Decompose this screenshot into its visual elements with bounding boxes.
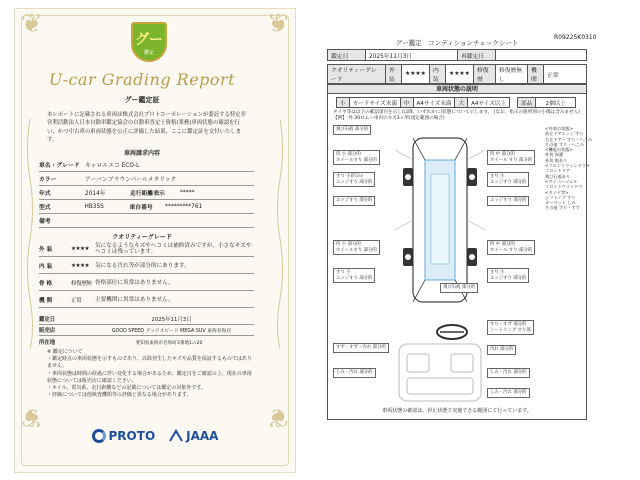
goo-kantei-badge: グー 鑑定 [131, 22, 167, 62]
sheet-footer: 車両状態の確認は、停止状態で実施できる範囲にて行っています。 [382, 408, 532, 414]
callout-interior-6: しみ・汚れ 部分的 [487, 388, 530, 398]
info-row-issue-date: 鑑定日 2025年11月3日 [39, 314, 254, 325]
proto-logo: PROTO [92, 429, 156, 443]
condition-notes: <外装の状態> 前左ドアエッジ すり 右左ドアー すり・へこみ その他 すり・へこみ <機能の状態> 外装 保護 外装 傷あり <フロントウインドウ> フロントドア 飛び石痕あり <ワイパーゴム> フロントウインドウ <タイヤ等> シフトノブ すり カーペット しみ その他 すり・すず [545, 126, 593, 211]
certificate-subtitle: グー鑑定証 [124, 96, 160, 104]
quality-section-heading: クオリティーグレード [112, 234, 172, 241]
condition-title: 車両状態の説明 [327, 84, 587, 94]
legend-text: タイヤ等は以下の確認項目を示し(以降、いずれかに)状態について示します。 (なお、指示の箇所別の小傷は含みません) 【例】 外 30ロム～車内のキズ3ヶ所(規定範囲の場合) [333, 110, 580, 121]
dealer-address: 愛知県東海市名和町3番地1の20 [135, 341, 203, 346]
callout-left-6: すり 小 エッジすり 部分的 [333, 268, 375, 283]
certificate-intro: 本レポートに記載される車両は株式会社プロトコーポレーションが委託する特定非営利活動法人日本自動車鑑定協会の自動車査定士資格(業務)車両状態の確認を行い、かつ中古車の車両状態を公正に評価した結果、ここに鑑定証を交付いたします。 [47, 112, 247, 143]
callout-interior-3: 汚れ 部分的 [487, 345, 516, 355]
callout-interior-5: しみ・汚れ 部分的 [487, 368, 530, 378]
field-row-car-name: 車名・グレード キャロルエコ ECO-L [39, 158, 254, 172]
callout-left-2: 凹 小 部分的 ホイールすり 部分的 [333, 150, 380, 165]
corner-flourish-icon: ❦ [267, 9, 289, 39]
callout-left-5: 凹 小 部分的 ホイールすり 部分的 [333, 240, 380, 255]
field-row-year: 年式 2014年 走行距離表示 ***** [39, 186, 254, 200]
certificate-notes: ※ 鑑定について ・鑑定時点の車両状態を示すものであり、以降発生したキズや品質を保証するものではありません。 ・車両状態は時間の経過に伴い変化する場合があるため、鑑定日をご確認の上、現在の車両状態については販売店に確認ください。 ・オイル、電気系、走行距離などの記載については鑑定の対象外です。 ・評価については他検査機関等の評価と異なる場合があります。 [47, 349, 252, 399]
sheet-code: R09225K0310 [554, 34, 597, 41]
field-row-remarks: 備考 [39, 214, 254, 228]
reinspect-label: 再鑑定日 [458, 50, 496, 61]
callout-interior-2: すず・すず・汚れ 部分的 [333, 343, 389, 353]
callout-interior-4: しみ・汚れ 部分的 [333, 368, 376, 378]
callout-right-4: 凹 中 部分的 ホイール すり 部分的 [487, 240, 535, 255]
exterior-stars: ★★★★ [402, 65, 430, 84]
callout-right-2: すり 小 エッジすり 部分的 [487, 172, 529, 187]
grade-row-exterior: 外 装 ★★★★ 気になるようなキズやヘコミは補修済みですが、小さなキズやヘコミは残っています。 [39, 242, 254, 257]
proto-mark-icon [92, 429, 106, 443]
reinspect-value [496, 50, 587, 61]
engine-value: 正常 [544, 65, 587, 84]
callout-right-5: すり 小 エッジすり 部分的 [487, 268, 529, 283]
sheet-title: グー鑑定 コンディションチェックシート [395, 39, 519, 47]
info-row-dealer: 販売店 GOOD SPEED グッドスピード MEGA SUV 東海名和店 [39, 325, 254, 336]
date-label: 鑑定日 [328, 50, 366, 61]
date-table [327, 49, 587, 61]
repair-value: 修復歴無し [496, 65, 528, 84]
interior-diagram [395, 340, 485, 405]
info-row-address: 所在地 [39, 339, 56, 346]
grade-row-interior: 内 装 ★★★★ 気になる汚れ等が部分的にあります。 [39, 259, 254, 274]
callout-left-3: すり 小(凹み) エッジすり 部分的 [333, 172, 375, 187]
grade-row-engine: 機 関 正常 主要機関に異常はありません。 [39, 293, 254, 308]
callout-rear: 飛び石痕 部分的 [440, 283, 478, 293]
quality-label: クオリティーグレード [328, 65, 386, 84]
interior-stars: ★★★★ [446, 65, 474, 84]
quality-table: クオリティーグレード 外装 ★★★★ 内装 ★★★★ 修復歴 修復歴無し 機関 正常 [327, 64, 587, 84]
callout-left-1: 飛び石痕 部分的 [333, 125, 371, 135]
grade-row-frame: 骨 格 修復歴無 骨格部位に異常はありません。 [39, 276, 254, 291]
corner-flourish-icon: ❦ [267, 402, 289, 432]
callout-interior-1: すり・すず 部分的 シートリング すり部 [487, 320, 534, 335]
side-ornament-icon [275, 119, 285, 349]
jaaa-mark-icon [169, 429, 183, 443]
certificate-title: U-car Grading Report [48, 70, 236, 89]
damage-scale-table: 小 カードサイズ未満 中 A4サイズ未満 大 A4サイズ以上 部品 2個以上 [336, 97, 576, 108]
vehicle-section-heading: 車両請求内容 [123, 150, 160, 157]
corner-flourish-icon: ❦ [21, 402, 43, 432]
jaaa-logo: JAAA [169, 429, 218, 443]
callout-right-3: エッジすり 部分的 [487, 196, 529, 206]
logo-bar [14, 422, 296, 450]
corner-flourish-icon: ❦ [21, 9, 43, 39]
callout-left-4: エッジすり 部分的 [333, 196, 375, 206]
field-row-model: 型式 HB35S 車台番号 *********761 [39, 200, 254, 214]
callout-right-1: 凹 中 部分的 ホイール すり 部分的 [487, 150, 535, 165]
steering-wheel-icon [432, 322, 472, 342]
date-value: 2025年11月3日 [366, 50, 458, 61]
field-row-color: カラー アーバンブラウンパールメタリック [39, 172, 254, 186]
